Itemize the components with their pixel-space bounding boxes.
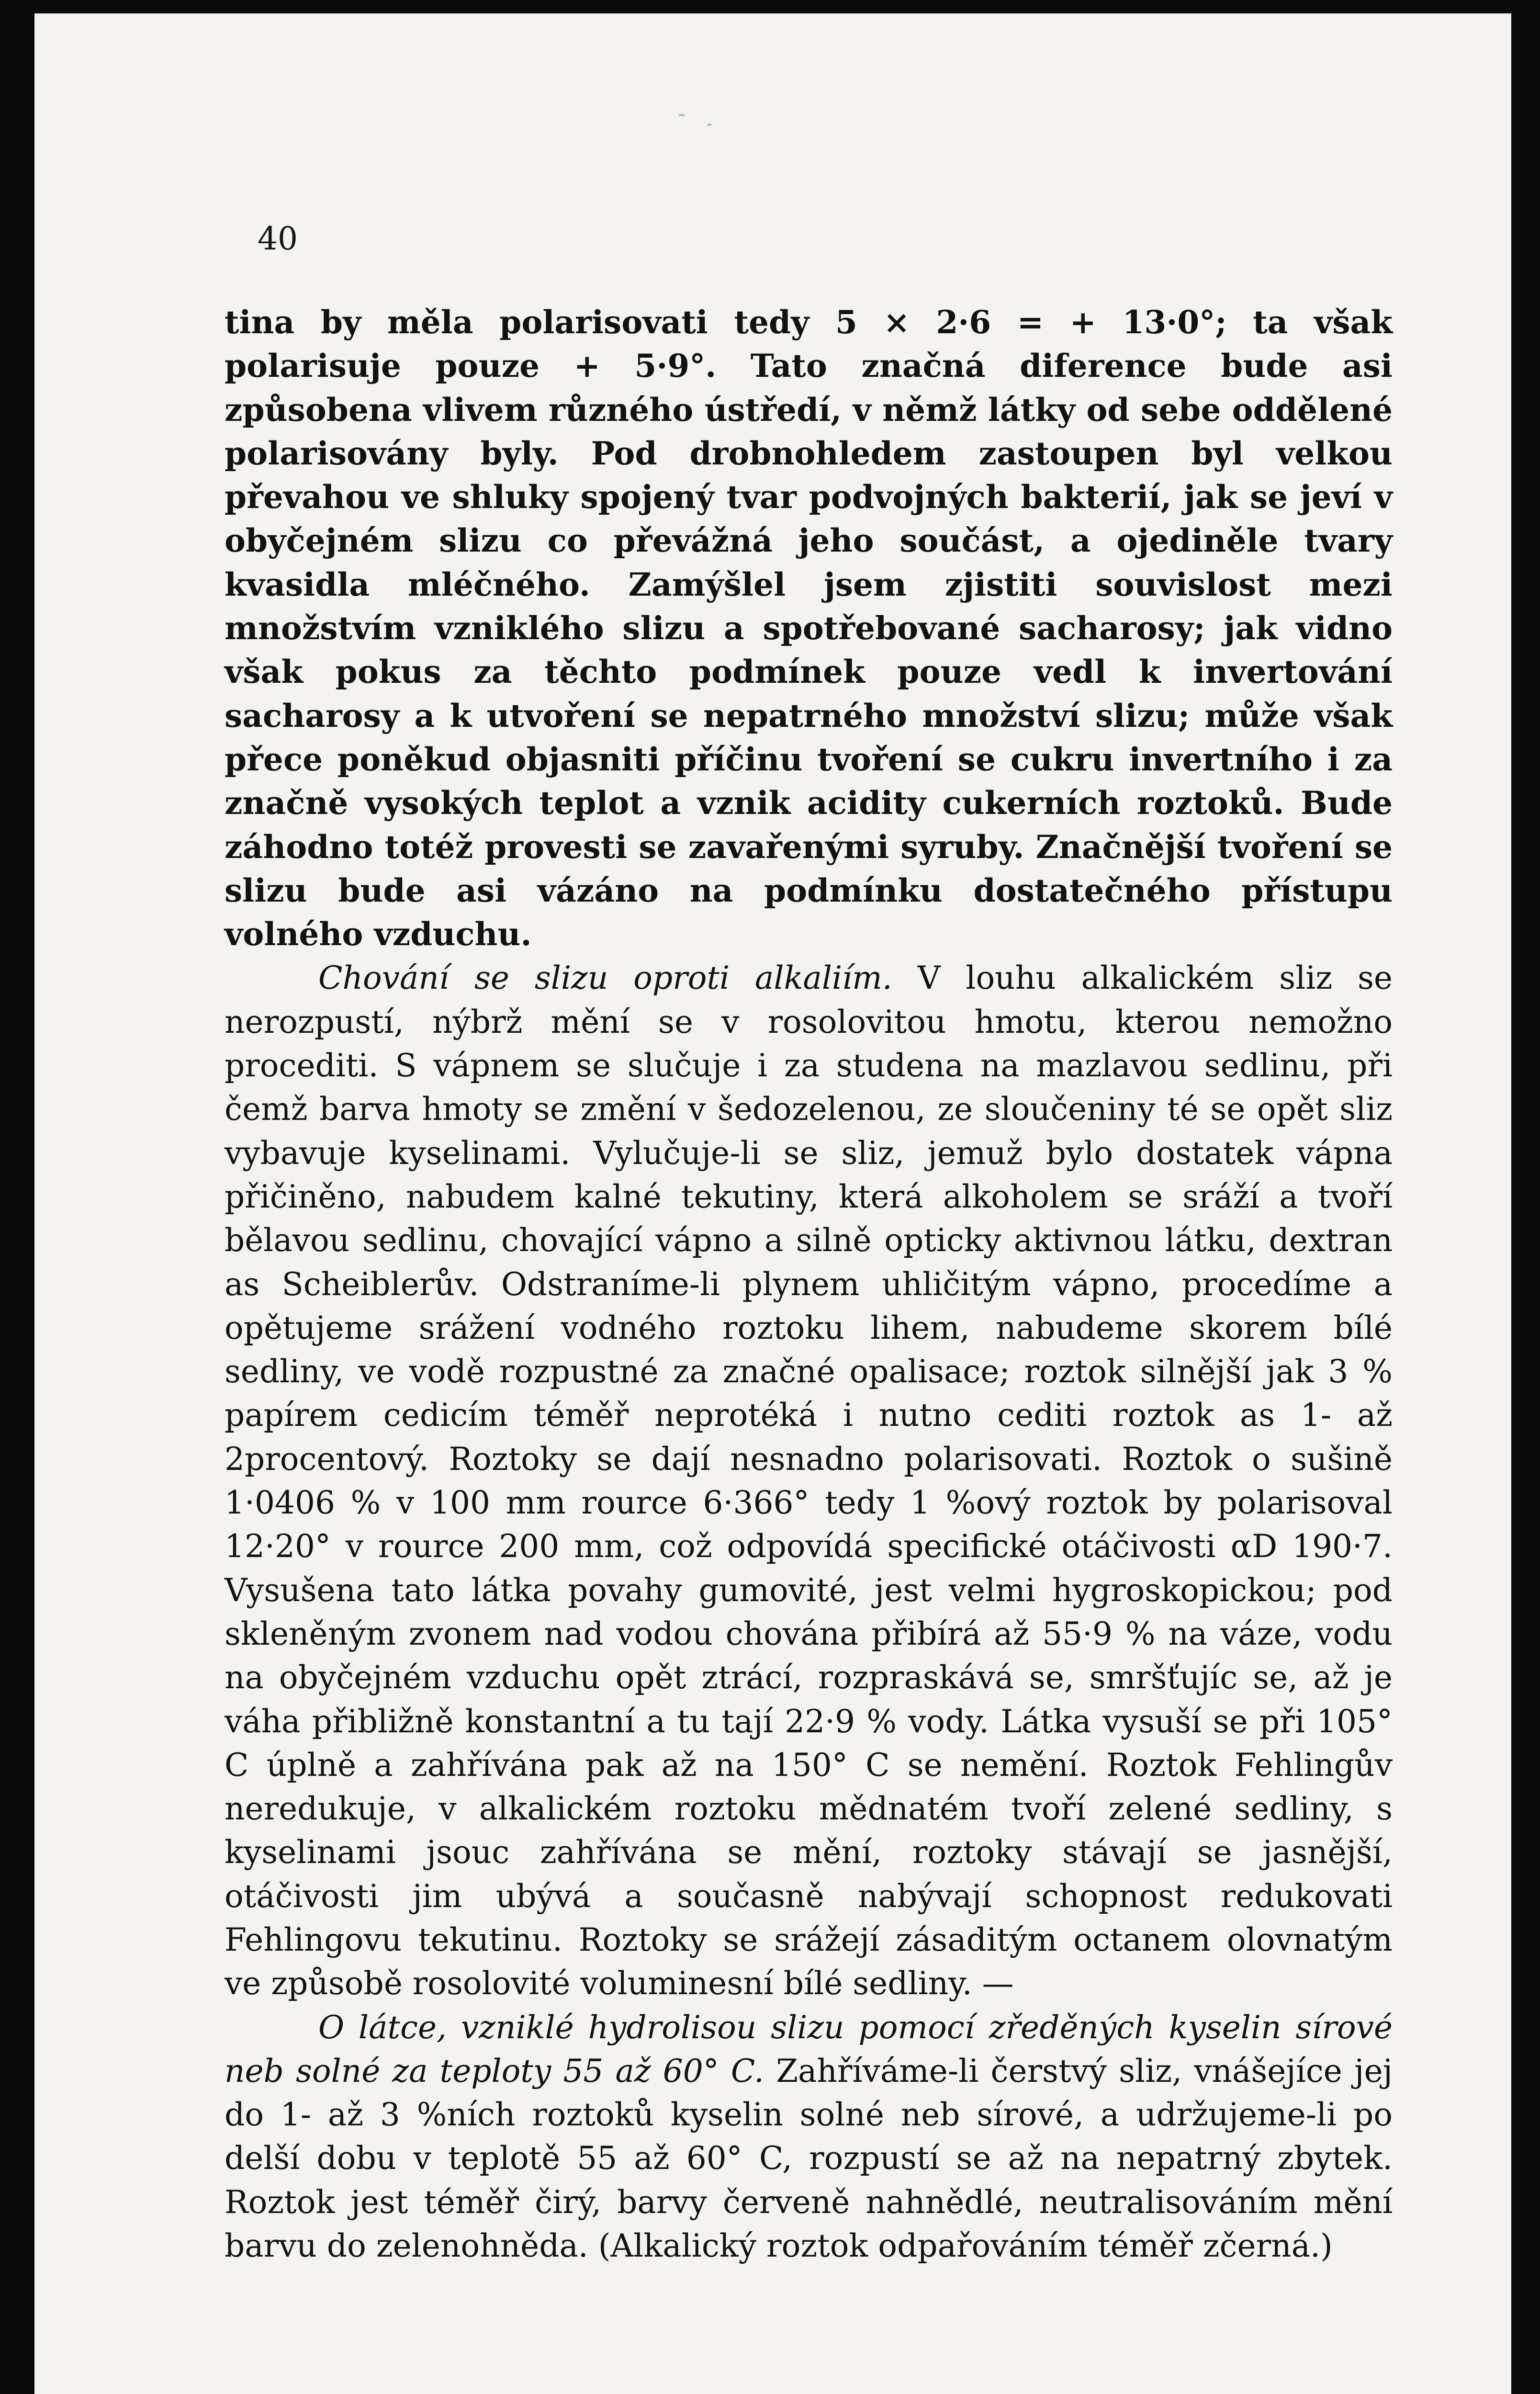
- paragraph-2: [225, 956, 1393, 2005]
- scan-speck: [707, 124, 712, 126]
- paragraph-1-text: tina by měla polarisovati tedy 5 × 2·6 = + 13·0°; ta však polarisuje pouze + 5·9°. Tato značná diference bude asi způsobena vlivem různého ústředí, v němž látky od sebe oddělené polarisovány byly. Pod drobnohledem zastoupen byl velkou převahou ve shluky spojený tvar podvojných bakterií, jak se jeví v obyčejném slizu co převážná jeho součást, a ojediněle tvary kvasidla mléčného. Zamýšlel jsem zjistiti souvislost mezi množstvím vzniklého slizu a spotřebované sacharosy; jak vidno však pokus za těchto podmínek pouze vedl k invertování sacharosy a k utvoření se nepatrného množství slizu; může však přece poněkud objasniti příčinu tvoření se cukru invertního i za značně vysokých teplot a vznik acidity cukerních roztoků. Bude záhodno totéž provesti se zavařenými syruby. Značnější tvoření se slizu bude asi vázáno na podmínku dostatečného přístupu volného vzduchu.: [225, 304, 1393, 953]
- paragraph-2-text: V louhu alkalickém sliz se nerozpustí, nýbrž mění se v rosolovitou hmotu, kterou nemožno procediti. S vápnem se slučuje i za studena na mazlavou sedlinu, při čemž barva hmoty se změní v šedozelenou, ze sloučeniny té se opět sliz vybavuje kyselinami. Vylučuje-li se sliz, jemuž bylo dostatek vápna přičiněno, nabudem kalné tekutiny, která alkoholem se sráží a tvoří bělavou sedlinu, chovající vápno a silně opticky aktivnou látku, dextran as Scheiblerův. Odstraníme-li plynem uhličitým vápno, procedíme a opětujeme srážení vodného roztoku lihem, nabudeme skorem bílé sedliny, ve vodě rozpustné za značné opalisace; roztok silnější jak 3 % papírem cedicím téměř neprotéká i nutno cediti roztok as 1- až 2procentový. Roztoky se dají nesnadno polarisovati. Roztok o sušině 1·0406 % v 100 mm rource 6·366° tedy 1 %ový roztok by polarisoval 12·20° v rource 200 mm, což odpovídá specifické otáčivosti αD 190·7. Vysušena tato látka povahy gumovité, jest velmi hygroskopickou; pod skleněným zvonem nad vodou chována přibírá až 55·9 % na váze, vodu na obyčejném vzduchu opět ztrácí, rozpraskává se, smršťujíc se, až je váha přibližně konstantní a tu tají 22·9 % vody. Látka vysuší se při 105° C úplně a zahřívána pak až na 150° C se nemění. Roztok Fehlingův neredukuje, v alkalickém roztoku mědnatém tvoří zelené sedliny, s kyselinami jsouc zahřívána se mění, roztoky stávají se jasnější, otáčivosti jim ubývá a současně nabývají schopnost redukovati Fehlingovu tekutinu. Roztoky se srážejí zásaditým octanem olovnatým ve způsobě rosolovité voluminesní bílé sedliny. —: [225, 960, 1393, 2002]
- paragraph-3-heading: O látce, vzniklé hydrolisou slizu pomocí zředěných kyselin sírové neb solné za teploty 55 až 60° C.: [225, 2009, 1393, 2089]
- paragraph-3: [225, 2006, 1393, 2268]
- paragraph-1: [225, 301, 1393, 956]
- scan-speck: [678, 114, 685, 116]
- body-text: [225, 301, 1393, 2268]
- paragraph-3-text: Zahříváme-li čerstvý sliz, vnášejíce jej do 1- až 3 %ních roztoků kyselin solné neb sírové, a udržujeme-li po delší dobu v teplotě 55 až 60° C, rozpustí se až na nepatrný zbytek. Roztok jest téměř čirý, barvy červeně nahnědlé, neutralisováním mění barvu do zelenohněda. (Alkalický roztok odpařováním téměř zčerná.): [225, 2052, 1393, 2265]
- book-page: [34, 13, 1511, 2394]
- page-number: 40: [258, 220, 298, 257]
- paragraph-2-heading: Chování se slizu oproti alkaliím.: [318, 960, 892, 997]
